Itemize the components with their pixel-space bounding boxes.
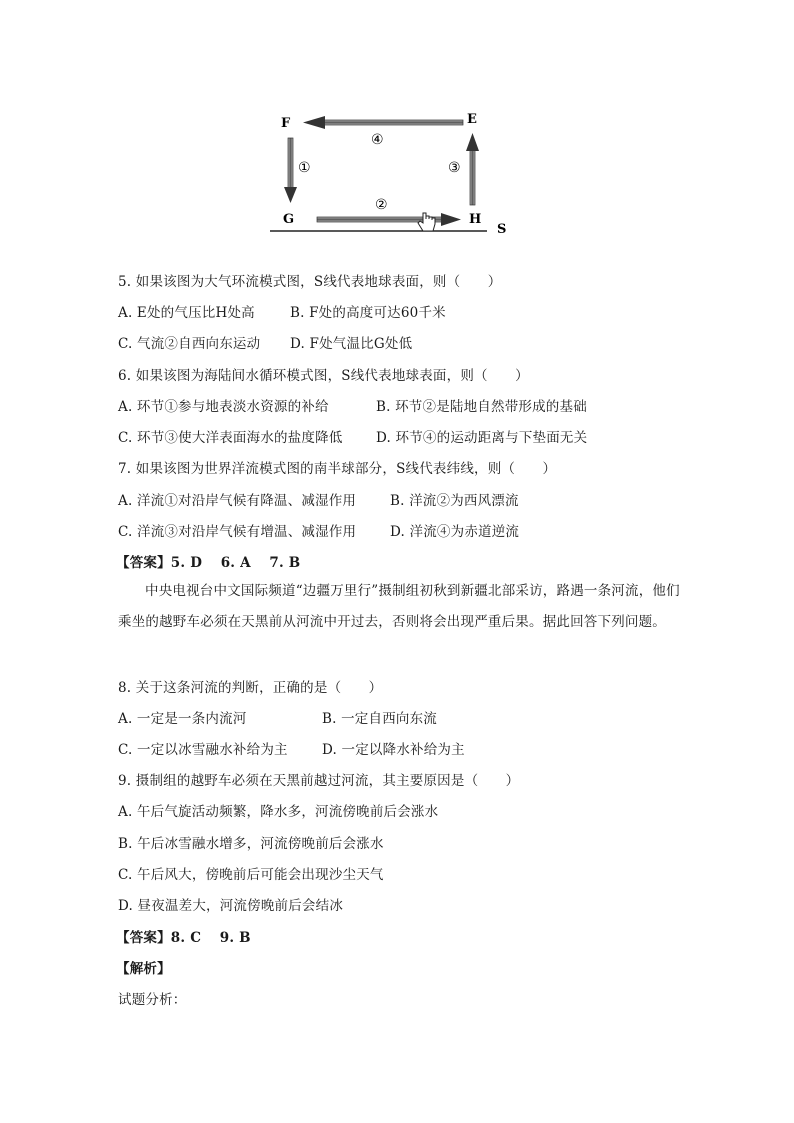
circulation-diagram-svg: [265, 105, 515, 240]
label-e: E: [467, 112, 477, 127]
q9-option-b: B. 午后冰雪融水增多，河流傍晚前后会涨水: [118, 836, 384, 852]
arrow-1: [284, 138, 297, 203]
q8-option-d: D. 一定以降水补给为主: [322, 742, 465, 758]
q9-option-c: C. 午后风大，傍晚前后可能会出现沙尘天气: [118, 867, 384, 883]
circled-4: ④: [371, 132, 384, 148]
answer-8-9: 【答案】8. C 9. B: [116, 930, 251, 946]
q5-option-b: B. F处的高度可达60千米: [290, 305, 446, 321]
circled-1: ①: [298, 160, 311, 176]
q9-stem: 9. 摄制组的越野车必须在天黑前越过河流，其主要原因是（ ）: [118, 773, 520, 789]
arrow-2: [317, 213, 461, 226]
q5-option-a: A. E处的气压比H处高: [118, 305, 255, 321]
q6-stem: 6. 如果该图为海陆间水循环模式图，S线代表地球表面，则（ ）: [118, 368, 529, 384]
q9-option-a: A. 午后气旋活动频繁，降水多，河流傍晚前后会涨水: [118, 804, 439, 820]
q7-option-a: A. 洋流①对沿岸气候有降温、减湿作用: [118, 493, 357, 509]
q6-option-c: C. 环节③使大洋表面海水的盐度降低: [118, 430, 343, 446]
answer-5-7: 【答案】5. D 6. A 7. B: [116, 555, 301, 571]
q5-stem: 5. 如果该图为大气环流模式图，S线代表地球表面，则（ ）: [118, 274, 502, 290]
hand-cursor-icon: [418, 213, 435, 231]
passage: 中央电视台中文国际频道“边疆万里行”摄制组初秋到新疆北部采访，路遇一条河流，他们乘坐的越野车必须在天黑前从河流中开过去，否则将会出现严重后果。据此回答下列问题。: [118, 583, 680, 630]
q9-option-d: D. 昼夜温差大，河流傍晚前后会结冰: [118, 898, 344, 914]
q7-stem: 7. 如果该图为世界洋流模式图的南半球部分，S线代表纬线，则（ ）: [118, 461, 557, 477]
q6-option-a: A. 环节①参与地表淡水资源的补给: [118, 399, 329, 415]
q7-option-c: C. 洋流③对沿岸气候有增温、减湿作用: [118, 524, 357, 540]
circled-2: ②: [375, 197, 388, 213]
analysis-heading: 【解析】: [116, 961, 171, 977]
q8-option-c: C. 一定以冰雪融水补给为主: [118, 742, 288, 758]
label-s: S: [497, 222, 507, 237]
q7-option-d: D. 洋流④为赤道逆流: [390, 524, 520, 540]
q7-option-b: B. 洋流②为西风漂流: [390, 493, 519, 509]
arrow-3: [466, 133, 479, 205]
arrow-4: [303, 116, 463, 129]
circled-3: ③: [448, 160, 461, 176]
circulation-diagram: [265, 105, 515, 240]
q8-stem: 8. 关于这条河流的判断，正确的是（ ）: [118, 680, 383, 696]
label-h: H: [469, 212, 482, 227]
q6-option-b: B. 环节②是陆地自然带形成的基础: [376, 399, 587, 415]
label-g: G: [283, 212, 295, 227]
q5-option-d: D. F处气温比G处低: [290, 336, 413, 352]
analysis-intro: 试题分析：: [118, 992, 187, 1008]
q8-option-b: B. 一定自西向东流: [322, 711, 438, 727]
q8-option-a: A. 一定是一条内流河: [118, 711, 247, 727]
label-f: F: [281, 116, 291, 131]
q6-option-d: D. 环节④的运动距离与下垫面无关: [376, 430, 588, 446]
q5-option-c: C. 气流②自西向东运动: [118, 336, 261, 352]
